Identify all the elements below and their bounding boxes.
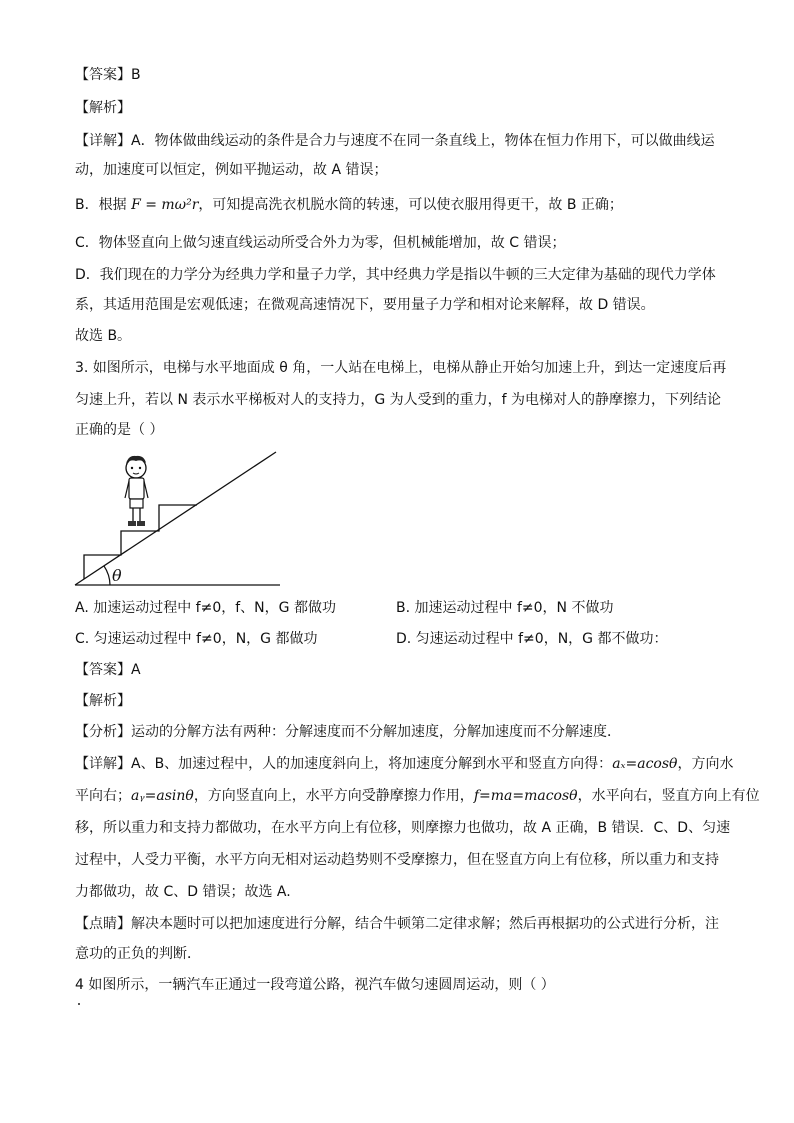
escalator-figure <box>70 448 285 590</box>
dianjing-label: 【点睛】 <box>75 916 131 932</box>
q3-option-a[interactable]: A. 加速运动过程中 f≠0，f、N，G 都做功 <box>75 600 336 616</box>
answer-label: 【答案】 <box>75 67 131 83</box>
detail-label: 【详解】 <box>75 133 131 149</box>
page-dot <box>78 1003 80 1005</box>
detail-text: A．物体做曲线运动的条件是合力与速度不在同一条直线上，物体在恒力作用下，可以做曲线运 <box>131 133 715 149</box>
analysis3-label: 【解析】 <box>75 693 131 709</box>
dianjing-line-1 <box>75 914 719 934</box>
detail3-l1-post: ，方向水 <box>677 756 734 772</box>
detail3-line-2 <box>75 786 760 806</box>
dianjing-text: 解决本题时可以把加速度进行分解，结合牛顿第二定律求解；然后再根据功的公式进行分析，注 <box>131 916 719 932</box>
b-pre: B．根据 <box>75 197 127 213</box>
detail3-line-5: 力都做功，故 C、D 错误；故选 A. <box>75 884 291 900</box>
angle-label: θ <box>112 566 122 585</box>
detail-line-c: C．物体竖直向上做匀速直线运动所受合外力为零，但机械能增加，故 C 错误； <box>75 235 566 251</box>
detail3-line-1 <box>75 754 733 774</box>
angle-arc <box>104 566 110 585</box>
detail3-label: 【详解】 <box>75 756 131 772</box>
q4-line-1: 4 如图所示，一辆汽车正通过一段弯道公路，视汽车做匀速圆周运动，则（ ） <box>75 977 555 993</box>
detail-line-2: 动，加速度可以恒定，例如平抛运动，故 A 错误； <box>75 162 388 178</box>
q3-option-c[interactable]: C. 匀速运动过程中 f≠0，N，G 都做功 <box>75 631 318 647</box>
q3-line-3: 正确的是（ ） <box>75 422 164 438</box>
detail3-line-4: 过程中，人受力平衡，水平方向无相对运动趋势则不受摩擦力，但在竖直方向上有位移，所以重力和支持 <box>75 852 719 868</box>
detail-line-b <box>75 195 623 215</box>
answer-value: B <box>131 67 141 83</box>
detail3-l2-pre: 平向右； <box>75 788 131 804</box>
detail3-line-3: 移，所以重力和支持力都做功，在水平方向上有位移，则摩擦力也做功，故 A 正确，B 错误．C、D、匀速 <box>75 820 731 836</box>
dianjing-line-2: 意功的正负的判断． <box>75 946 201 962</box>
answer-line <box>75 65 141 85</box>
analysis-label: 【解析】 <box>75 100 131 116</box>
b-post: ，可知提高洗衣机脱水筒的转速，可以使衣服用得更干，故 B 正确； <box>198 197 623 213</box>
b-formula: F = mω²r <box>131 197 199 213</box>
q3-line-1: 3. 如图所示，电梯与水平地面成 θ 角，一人站在电梯上，电梯从静止开始匀加速上升，到达一定速度后再 <box>75 360 727 376</box>
detail3-l2-post: ，水平向右，竖直方向上有位 <box>577 788 760 804</box>
q3-option-b[interactable]: B. 加速运动过程中 f≠0，N 不做功 <box>396 600 614 616</box>
formula-ay: aᵧ=asinθ <box>131 788 194 804</box>
detail-line-d1: D．我们现在的力学分为经典力学和量子力学，其中经典力学是指以牛顿的三大定律为基础的现代力学体 <box>75 267 716 283</box>
detail3-l2-mid: ，方向竖直向上，水平方向受静摩擦力作用， <box>193 788 474 804</box>
formula-f: f=ma=macosθ <box>473 788 578 804</box>
detail3-l1-pre: A、B、加速过程中，人的加速度斜向上，将加速度分解到水平和竖直方向得： <box>131 756 613 772</box>
q3-option-d[interactable]: D. 匀速运动过程中 f≠0，N，G 都不做功： <box>396 631 668 647</box>
formula-ax: aₓ=acosθ <box>612 756 678 772</box>
fenxi-line <box>75 722 621 742</box>
q3-line-2: 匀速上升，若以 N 表示水平梯板对人的支持力，G 为人受到的重力，f 为电梯对人的静摩擦力，下列结论 <box>75 392 722 408</box>
answer3-line <box>75 660 141 680</box>
incline-line <box>75 452 276 585</box>
person-figure <box>125 456 148 526</box>
fenxi-label: 【分析】 <box>75 724 131 740</box>
fenxi-text: 运动的分解方法有两种：分解速度而不分解加速度，分解加速度而不分解速度． <box>131 724 621 740</box>
answer3-label: 【答案】 <box>75 662 131 678</box>
detail-line-1 <box>75 131 715 151</box>
conclusion: 故选 B。 <box>75 328 132 344</box>
answer3-value: A <box>131 662 141 678</box>
detail-line-d2: 系，其适用范围是宏观低速；在微观高速情况下，要用量子力学和相对论来解释，故 D 错误。 <box>75 297 655 313</box>
